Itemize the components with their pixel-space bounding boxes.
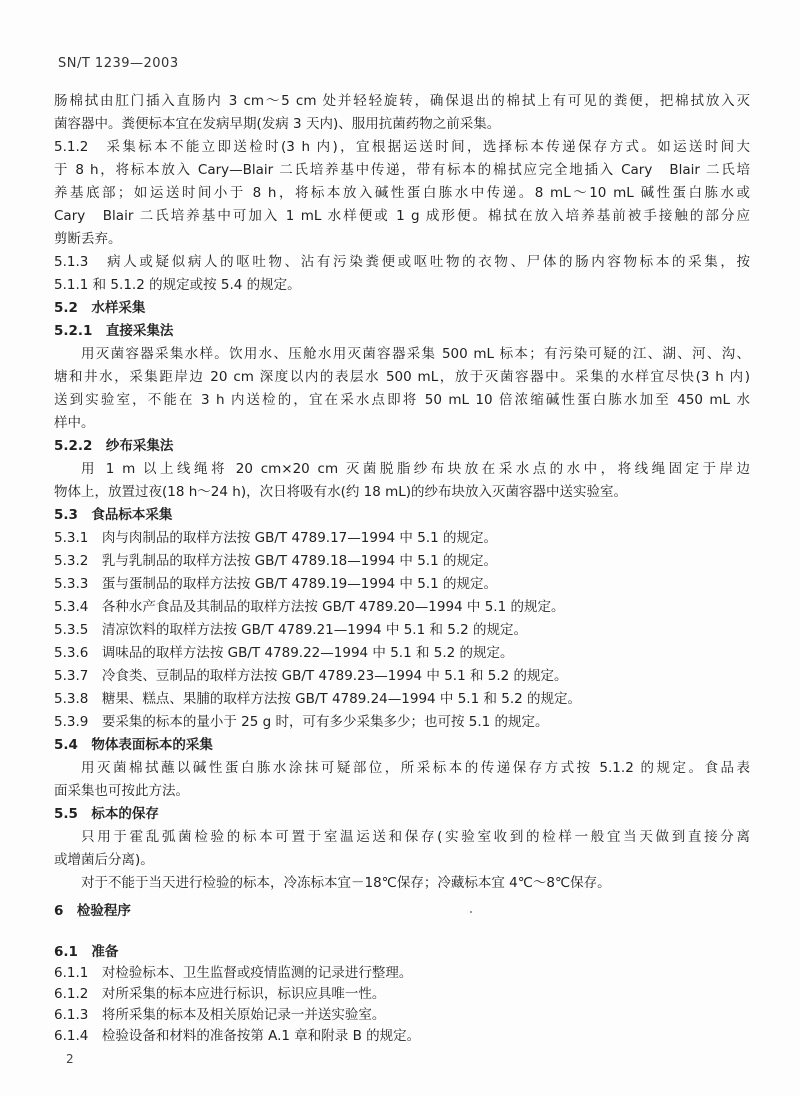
heading-5-2: 5.2 水样采集 — [54, 300, 146, 316]
clause-5-3-5: 5.3.5 清凉饮料的取样方法按 GB/T 4789.21—1994 中 5.1 和 5.2 的规定。 — [54, 622, 528, 638]
heading-5-3: 5.3 食品标本采集 — [54, 507, 173, 523]
text-line: 用 1 m 以上线绳将 20 cm×20 cm 灭菌脱脂纱布块放在采水点的水中，将线绳固定于岸边 — [81, 461, 750, 477]
clause-5-3-2: 5.3.2 乳与乳制品的取样方法按 GB/T 4789.18—1994 中 5.1 的规定。 — [54, 553, 497, 569]
text-line: 只用于霍乱弧菌检验的标本可置于室温运送和保存(实验室收到的检样一般宜当天做到直接分离 — [81, 829, 750, 845]
text-line: 样中。 — [54, 415, 95, 431]
text-line: 或增菌后分离)。 — [54, 852, 154, 868]
text-line: 物体上，放置过夜(18 h～24 h)，次日将吸有水(约 18 mL)的纱布块放入灭菌容器中送实验室。 — [54, 484, 628, 500]
heading-6-1: 6.1 准备 — [54, 944, 119, 960]
clause-6-1-2: 6.1.2 对所采集的标本应进行标识，标识应具唯一性。 — [54, 986, 386, 1002]
clause-5-3-9: 5.3.9 要采集的标本的量小于 25 g 时，可有多少采集多少；也可按 5.1 的规定。 — [54, 714, 549, 730]
text-line: 塘和井水，采集距岸边 20 cm 深度以内的表层水 500 mL，放于灭菌容器中。采集的水样宜尽快(3 h 内) — [54, 369, 750, 385]
text-line: 菌容器中。粪便标本宜在发病早期(发病 3 天内)、服用抗菌药物之前采集。 — [54, 116, 501, 132]
text-line: 于 8 h，将标本放入 Cary—Blair 二氏培养基中传递，带有标本的棉拭应完全地插入 Cary Blair 二氏培 — [54, 162, 750, 178]
section-6 — [54, 901, 750, 1047]
document-body — [54, 90, 750, 895]
heading-5-2-2: 5.2.2 纱布采集法 — [54, 438, 174, 454]
heading-5-5: 5.5 标本的保存 — [54, 806, 159, 822]
text-line: 对于不能于当天进行检验的标本，冷冻标本宜－18℃保存；冷藏标本宜 4℃～8℃保存。 — [81, 875, 611, 891]
clause-5-3-1: 5.3.1 肉与肉制品的取样方法按 GB/T 4789.17—1994 中 5.1 的规定。 — [54, 530, 497, 546]
clause-6-1-4: 6.1.4 检验设备和材料的准备按第 A.1 章和附录 B 的规定。 — [54, 1028, 421, 1044]
clause-6-1-3: 6.1.3 将所采集的标本及相关原始记录一并送实验室。 — [54, 1007, 386, 1023]
text-line: 用灭菌棉拭蘸以碱性蛋白胨水涂抹可疑部位，所采标本的传递保存方式按 5.1.2 的规定。食品表 — [81, 760, 750, 776]
text-line: 养基底部；如运送时间小于 8 h，将标本放入碱性蛋白胨水中传递。8 mL～10 mL 碱性蛋白胨水或 — [54, 185, 750, 201]
text-line: 剪断丢弃。 — [54, 231, 122, 247]
clause-5-3-3: 5.3.3 蛋与蛋制品的取样方法按 GB/T 4789.19—1994 中 5.1 的规定。 — [54, 576, 497, 592]
scan-speck — [470, 911, 472, 913]
clause-5-1-2: 5.1.2 采集标本不能立即送检时(3 h 内)，宜根据运送时间，选择标本传递保存方式。如运送时间大 — [54, 139, 750, 155]
clause-5-3-4: 5.3.4 各种水产食品及其制品的取样方法按 GB/T 4789.20—1994 中 5.1 的规定。 — [54, 599, 565, 615]
clause-5-3-6: 5.3.6 调味品的取样方法按 GB/T 4789.22—1994 中 5.1 和 5.2 的规定。 — [54, 645, 514, 661]
page-number: 2 — [66, 1052, 74, 1066]
text-line: Cary Blair 二氏培养基中可加入 1 mL 水样便或 1 g 成形便。棉拭在放入培养基前被手接触的部分应 — [54, 208, 750, 224]
text-line: 5.1.1 和 5.1.2 的规定或按 5.4 的规定。 — [54, 277, 301, 293]
text-line: 肠棉拭由肛门插入直肠内 3 cm～5 cm 处并轻轻旋转，确保退出的棉拭上有可见的粪便，把棉拭放入灭 — [54, 93, 750, 109]
heading-5-2-1: 5.2.1 直接采集法 — [54, 323, 174, 339]
text-line: 面采集也可按此方法。 — [54, 783, 189, 799]
text-line: 送到实验室，不能在 3 h 内送检的，宜在采水点即将 50 mL 10 倍浓缩碱性蛋白胨水加至 450 mL 水 — [54, 392, 750, 408]
clause-5-3-8: 5.3.8 糖果、糕点、果脯的取样方法按 GB/T 4789.24—1994 中 5.1 和 5.2 的规定。 — [54, 691, 582, 707]
heading-6: 6 检验程序 — [54, 903, 131, 919]
text-line: 用灭菌容器采集水样。饮用水、压舱水用灭菌容器采集 500 mL 标本；有污染可疑的江、湖、河、沟、 — [81, 346, 750, 362]
clause-5-1-3: 5.1.3 病人或疑似病人的呕吐物、沾有污染粪便或呕吐物的衣物、尸体的肠内容物标本的采集，按 — [54, 254, 750, 270]
clause-5-3-7: 5.3.7 冷食类、豆制品的取样方法按 GB/T 4789.23—1994 中 5.1 和 5.2 的规定。 — [54, 668, 568, 684]
heading-5-4: 5.4 物体表面标本的采集 — [54, 737, 213, 753]
clause-6-1-1: 6.1.1 对检验标本、卫生监督或疫情监测的记录进行整理。 — [54, 965, 413, 981]
spacer — [54, 922, 750, 942]
document-id-header: SN/T 1239—2003 — [58, 56, 179, 71]
